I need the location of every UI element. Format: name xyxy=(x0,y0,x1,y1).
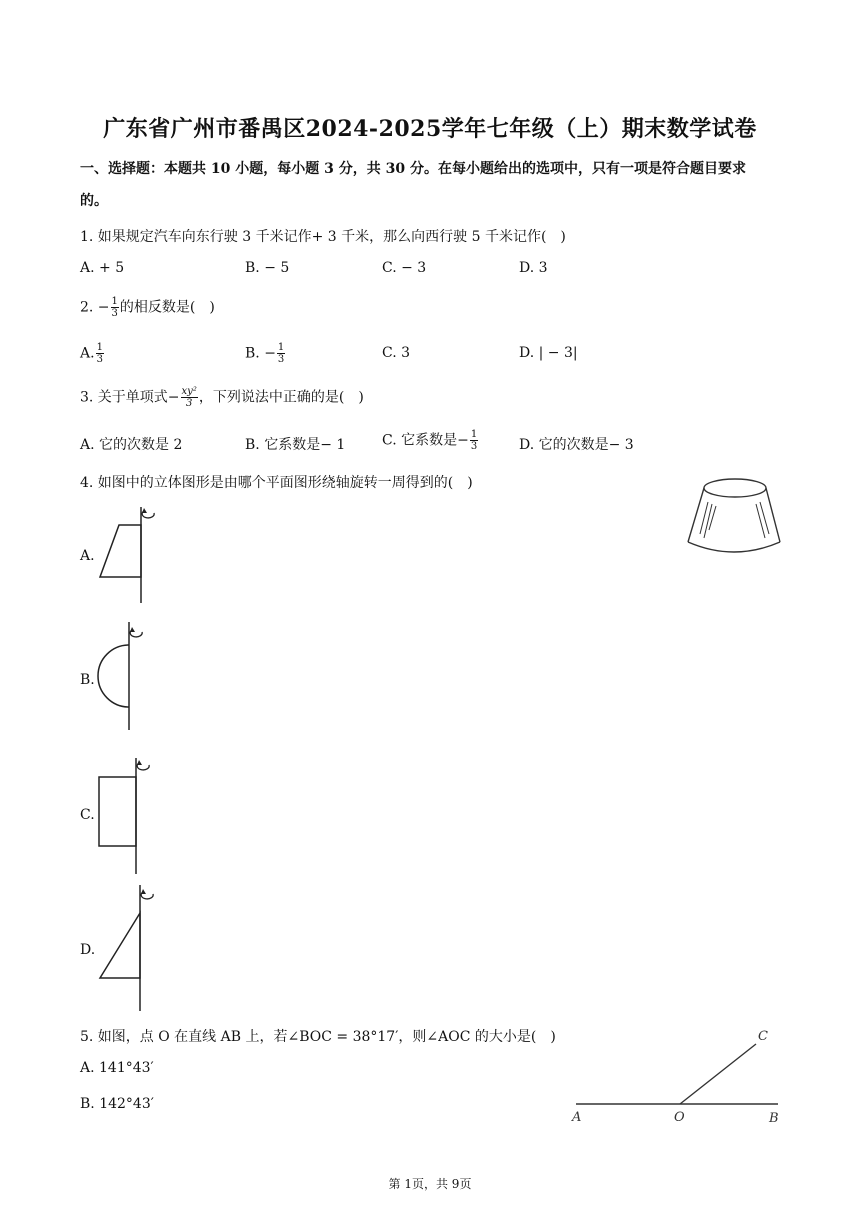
q4-option-d-figure xyxy=(96,883,166,1013)
q5-option-b: B. 142°43′ xyxy=(80,1096,154,1112)
question-4-text: 4. 如图中的立体图形是由哪个平面图形绕轴旋转一周得到的( ) xyxy=(80,475,473,491)
label-o: O xyxy=(674,1110,685,1125)
q2-option-d: D. | − 3| xyxy=(519,345,578,361)
question-1-text: 1. 如果规定汽车向东行驶 3 千米记作+ 3 千米，那么向西行驶 5 千米记作( ) xyxy=(80,229,566,245)
q1-option-d: D. 3 xyxy=(519,260,548,276)
section-heading-line1: 一、选择题：本题共 10 小题，每小题 3 分，共 30 分。在每小题给出的选项中，只有一项是符合题目要求 xyxy=(80,161,746,177)
q4-option-d: D. xyxy=(80,942,96,958)
label-c: C xyxy=(758,1029,768,1044)
q2-fraction: $\frac{1}{3}$ xyxy=(111,296,118,319)
q1-option-a: A. + 5 xyxy=(80,260,125,276)
question-3-text: 3. 关于单项式− $\frac{\text{xy²}}{3}$ ，下列说法中正确的是( ) xyxy=(80,386,364,409)
q3-fraction: $\frac{\text{xy²}}{3}$ xyxy=(181,386,197,409)
page-footer: 第 1页，共 9页 xyxy=(388,1177,472,1191)
q3-option-d: D. 它的次数是− 3 xyxy=(519,437,634,453)
q5-option-a: A. 141°43′ xyxy=(80,1060,154,1076)
label-b: B xyxy=(769,1111,779,1126)
question-5-text: 5. 如图，点 O 在直线 AB 上，若∠BOC = 38°17′，则∠AOC 的大小是( ) xyxy=(80,1029,556,1045)
label-a: A xyxy=(572,1110,582,1125)
section-heading-line2: 的。 xyxy=(80,193,108,209)
q2-option-b: B. − $\frac{1}{3}$ xyxy=(245,342,285,365)
q4-option-a: A. xyxy=(80,548,95,564)
q2-option-c: C. 3 xyxy=(382,345,411,361)
q1-option-b: B. − 5 xyxy=(245,260,290,276)
q3-option-a: A. 它的次数是 2 xyxy=(80,437,183,453)
q4-option-c-figure xyxy=(96,756,166,876)
question-2-text: 2. − $\frac{1}{3}$ 的相反数是( ) xyxy=(80,296,215,319)
q1-option-c: C. − 3 xyxy=(382,260,427,276)
frustum-figure xyxy=(684,476,784,561)
angle-figure xyxy=(566,1022,786,1126)
q4-option-a-figure xyxy=(96,505,166,605)
q2-option-a: A. $\frac{1}{3}$ xyxy=(80,342,103,365)
q4-option-b: B. xyxy=(80,672,95,688)
q4-option-b-figure xyxy=(96,620,166,732)
q3-option-b: B. 它系数是− 1 xyxy=(245,437,346,453)
q3-option-c: C. 它系数是− $\frac{1}{3}$ xyxy=(382,429,478,452)
q4-option-c: C. xyxy=(80,807,95,823)
page-title: 广东省广州市番禺区2024-2025学年七年级（上）期末数学试卷 xyxy=(103,116,757,142)
